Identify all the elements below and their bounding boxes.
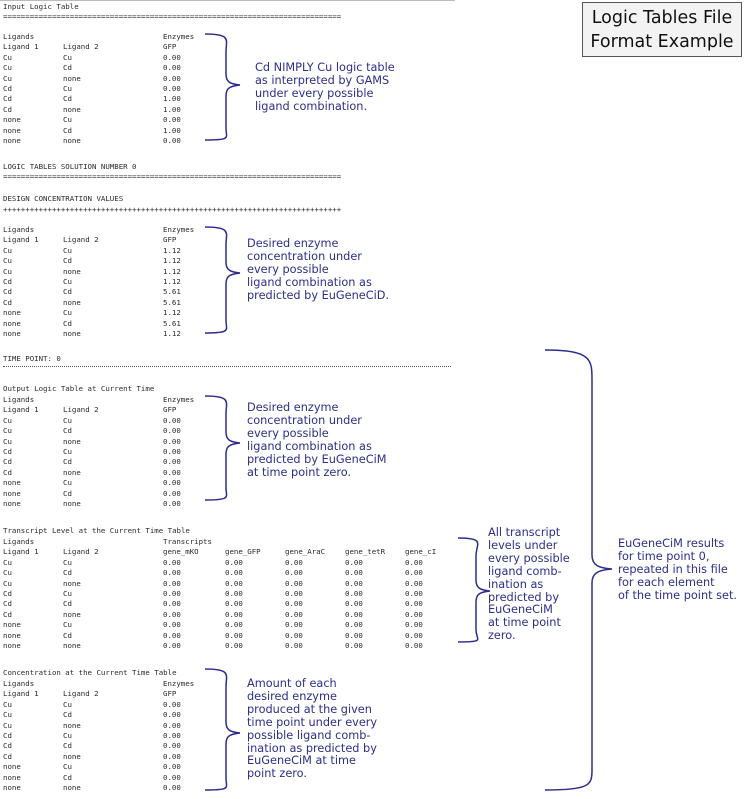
cell-ligand-1: none <box>3 499 21 508</box>
cell-transcript-level: 0.00 <box>225 568 243 578</box>
header-gene: gene_GFP <box>225 547 261 557</box>
cell-gfp: 0.00 <box>163 478 181 488</box>
cell-gfp: 0.00 <box>163 741 181 751</box>
cell-transcript-level: 0.00 <box>345 589 363 598</box>
cell-gfp: 0.00 <box>163 73 181 83</box>
design-rule: ++++++++++++++++++++++++++++++++++++++++++++++++++++++++++++++++++++++++++++ <box>3 205 342 214</box>
cell-ligand-1: Cd <box>3 447 12 456</box>
cell-ligand-2: none <box>63 578 81 588</box>
cell-gfp: 1.12 <box>163 308 181 318</box>
cell-transcript-level: 0.00 <box>163 568 181 578</box>
cell-ligand-1: none <box>3 641 21 650</box>
header-enzymes: Enzymes <box>163 395 195 404</box>
bracket-input <box>205 34 240 140</box>
cell-transcript-level: 0.00 <box>285 599 303 609</box>
annotation-design-table: Desired enzyme concentration under every possible ligand combination as predicted by EuGeneCiD. <box>247 237 390 302</box>
cell-gfp: 1.12 <box>163 277 181 286</box>
cell-gfp: 0.00 <box>163 436 181 446</box>
cell-transcript-level: 0.00 <box>225 557 243 567</box>
cell-ligand-2: Cd <box>63 710 72 720</box>
cell-ligand-2: Cu <box>63 447 72 456</box>
header-gene: gene_cI <box>405 547 437 557</box>
input-table-rule: ============================================================================ <box>3 12 342 21</box>
header-ligand-1: Ligand 1 <box>3 235 39 245</box>
cell-gfp: 1.12 <box>163 266 181 276</box>
cell-transcript-level: 0.00 <box>163 641 181 650</box>
cell-ligand-2: none <box>63 329 81 338</box>
header-ligand-2: Ligand 2 <box>63 405 99 415</box>
design-header: DESIGN CONCENTRATION VALUES <box>3 194 124 203</box>
cell-gfp: 5.61 <box>163 287 181 297</box>
cell-transcript-level: 0.00 <box>285 609 303 619</box>
cell-gfp: 0.00 <box>163 751 181 761</box>
cell-ligand-1: Cu <box>3 699 12 709</box>
cell-ligand-2: Cu <box>63 589 72 598</box>
cell-transcript-level: 0.00 <box>345 609 363 619</box>
header-enzymes: Enzymes <box>163 32 195 41</box>
bracket-transcript <box>458 538 490 642</box>
header-gene: gene_tetR <box>345 547 386 557</box>
cell-ligand-2: Cd <box>63 741 72 751</box>
bracket-results <box>545 350 612 790</box>
annotation-concentration-table: Amount of each desired enzyme produced at the given time point under every possible ligand comb- ination as predicted by EuGeneCiM at time point zero. <box>247 677 378 781</box>
cell-transcript-level: 0.00 <box>285 557 303 567</box>
cell-transcript-level: 0.00 <box>405 599 423 609</box>
cell-ligand-1: none <box>3 318 21 328</box>
header-ligand-1: Ligand 1 <box>3 42 39 52</box>
time-point-header: TIME POINT: 0 <box>3 354 61 363</box>
cell-ligand-2: none <box>63 73 81 83</box>
annotation-transcript-table: All transcript levels under every possible ligand comb- ination as predicted by EuGeneCiM at time point zero. <box>488 526 570 643</box>
cell-ligand-2: none <box>63 783 81 792</box>
cell-ligand-2: none <box>63 467 81 477</box>
header-gfp: GFP <box>163 405 177 415</box>
cell-ligand-2: Cd <box>63 568 72 578</box>
cell-ligand-1: Cu <box>3 436 12 446</box>
cell-ligand-2: none <box>63 297 81 307</box>
cell-gfp: 0.00 <box>163 84 181 93</box>
cell-transcript-level: 0.00 <box>163 589 181 598</box>
cell-ligand-2: Cd <box>63 318 72 328</box>
cell-gfp: 0.00 <box>163 63 181 73</box>
cell-ligand-2: none <box>63 609 81 619</box>
header-ligands: Ligands <box>3 225 35 234</box>
solution-header: LOGIC TABLES SOLUTION NUMBER 0 <box>3 162 137 171</box>
cell-ligand-2: Cu <box>63 245 72 255</box>
cell-ligand-2: none <box>63 436 81 446</box>
title-line-1: Logic Tables File <box>591 8 733 28</box>
bracket-output <box>205 396 240 500</box>
cell-transcript-level: 0.00 <box>225 578 243 588</box>
cell-ligand-1: Cu <box>3 710 12 720</box>
cell-transcript-level: 0.00 <box>405 589 423 598</box>
cell-transcript-level: 0.00 <box>225 599 243 609</box>
cell-gfp: 0.00 <box>163 415 181 425</box>
cell-ligand-1: none <box>3 783 21 792</box>
cell-ligand-1: Cd <box>3 297 12 307</box>
cell-gfp: 0.00 <box>163 136 181 145</box>
output-table-title: Output Logic Table at Current Time <box>3 384 155 393</box>
cell-transcript-level: 0.00 <box>225 609 243 619</box>
cell-ligand-2: Cd <box>63 488 72 498</box>
cell-ligand-2: Cd <box>63 599 72 609</box>
cell-gfp: 5.61 <box>163 318 181 328</box>
cell-transcript-level: 0.00 <box>285 589 303 598</box>
header-ligands: Ligands <box>3 537 35 546</box>
annotation-output-table: Desired enzyme concentration under every possible ligand combination as predicted by EuGeneCiM at time point zero. <box>247 401 387 479</box>
cell-ligand-2: none <box>63 641 81 650</box>
cell-ligand-2: none <box>63 499 81 508</box>
cell-ligand-1: Cd <box>3 277 12 286</box>
header-ligand-2: Ligand 2 <box>63 42 99 52</box>
cell-gfp: 1.00 <box>163 94 181 104</box>
bracket-design <box>205 227 240 333</box>
cell-transcript-level: 0.00 <box>285 630 303 640</box>
header-gene: gene_mKO <box>163 547 199 557</box>
cell-gfp: 0.00 <box>163 52 181 62</box>
cell-ligand-1: Cd <box>3 457 12 467</box>
cell-ligand-1: none <box>3 115 21 125</box>
cell-ligand-1: Cd <box>3 94 12 104</box>
cell-gfp: 1.12 <box>163 329 181 338</box>
cell-ligand-1: none <box>3 478 21 488</box>
cell-ligand-2: Cd <box>63 630 72 640</box>
cell-ligand-1: Cu <box>3 245 12 255</box>
cell-transcript-level: 0.00 <box>285 641 303 650</box>
cell-ligand-1: none <box>3 630 21 640</box>
cell-transcript-level: 0.00 <box>405 630 423 640</box>
header-ligand-2: Ligand 2 <box>63 235 99 245</box>
cell-gfp: 0.00 <box>163 499 181 508</box>
cell-ligand-1: Cd <box>3 589 12 598</box>
cell-ligand-2: Cu <box>63 557 72 567</box>
cell-transcript-level: 0.00 <box>405 609 423 619</box>
cell-ligand-2: Cd <box>63 63 72 73</box>
cell-transcript-level: 0.00 <box>285 568 303 578</box>
cell-ligand-2: none <box>63 751 81 761</box>
cell-ligand-1: Cu <box>3 256 12 266</box>
cell-transcript-level: 0.00 <box>225 641 243 650</box>
header-ligands: Ligands <box>3 395 35 404</box>
cell-ligand-1: Cu <box>3 557 12 567</box>
cell-gfp: 0.00 <box>163 699 181 709</box>
cell-ligand-2: Cd <box>63 94 72 104</box>
cell-transcript-level: 0.00 <box>225 620 243 630</box>
header-enzymes: Enzymes <box>163 225 195 234</box>
cell-ligand-1: none <box>3 308 21 318</box>
cell-transcript-level: 0.00 <box>345 557 363 567</box>
cell-ligand-1: none <box>3 772 21 782</box>
cell-ligand-2: none <box>63 104 81 114</box>
cell-gfp: 5.61 <box>163 297 181 307</box>
cell-transcript-level: 0.00 <box>163 599 181 609</box>
cell-ligand-1: Cd <box>3 467 12 477</box>
title-line-2: Format Example <box>590 32 734 52</box>
cell-ligand-1: Cu <box>3 720 12 730</box>
cell-gfp: 0.00 <box>163 772 181 782</box>
cell-transcript-level: 0.00 <box>285 578 303 588</box>
cell-transcript-level: 0.00 <box>405 641 423 650</box>
cell-ligand-1: Cd <box>3 287 12 297</box>
cell-ligand-1: Cd <box>3 731 12 740</box>
cell-transcript-level: 0.00 <box>345 641 363 650</box>
cell-ligand-2: Cu <box>63 52 72 62</box>
cell-gfp: 1.00 <box>163 125 181 135</box>
cell-ligand-2: Cu <box>63 478 72 488</box>
cell-ligand-2: Cu <box>63 84 72 93</box>
cell-gfp: 1.00 <box>163 104 181 114</box>
annotation-results: EuGeneCiM results for time point 0, repeated in this file for each element of the time point set. <box>618 537 737 602</box>
cell-gfp: 0.00 <box>163 447 181 456</box>
cell-ligand-2: Cu <box>63 762 72 772</box>
cell-gfp: 0.00 <box>163 426 181 436</box>
cell-ligand-2: Cu <box>63 308 72 318</box>
cell-transcript-level: 0.00 <box>163 578 181 588</box>
cell-ligand-1: Cd <box>3 84 12 93</box>
cell-ligand-1: Cu <box>3 266 12 276</box>
cell-ligand-1: none <box>3 488 21 498</box>
cell-gfp: 0.00 <box>163 488 181 498</box>
annotation-input-table: Cd NIMPLY Cu logic table as interpreted by GAMS under every possible ligand combination. <box>255 61 395 113</box>
header-gene: gene_AraC <box>285 547 326 557</box>
cell-ligand-2: Cd <box>63 457 72 467</box>
cell-transcript-level: 0.00 <box>345 599 363 609</box>
cell-ligand-2: Cu <box>63 699 72 709</box>
cell-transcript-level: 0.00 <box>405 557 423 567</box>
cell-transcript-level: 0.00 <box>405 568 423 578</box>
concentration-table-title: Concentration at the Current Time Table <box>3 668 177 677</box>
cell-ligand-2: none <box>63 266 81 276</box>
cell-ligand-2: none <box>63 136 81 145</box>
cell-ligand-1: Cd <box>3 104 12 114</box>
cell-transcript-level: 0.00 <box>345 568 363 578</box>
header-ligand-1: Ligand 1 <box>3 547 39 557</box>
cell-gfp: 0.00 <box>163 457 181 467</box>
cell-transcript-level: 0.00 <box>345 578 363 588</box>
cell-transcript-level: 0.00 <box>225 630 243 640</box>
input-table-title: Input Logic Table <box>3 2 79 11</box>
cell-ligand-2: Cu <box>63 115 72 125</box>
cell-ligand-1: none <box>3 620 21 630</box>
cell-ligand-2: Cd <box>63 256 72 266</box>
cell-ligand-1: Cu <box>3 568 12 578</box>
cell-ligand-2: Cu <box>63 277 72 286</box>
cell-ligand-2: none <box>63 720 81 730</box>
header-transcripts: Transcripts <box>163 537 212 546</box>
cell-gfp: 0.00 <box>163 783 181 792</box>
cell-ligand-1: Cd <box>3 741 12 751</box>
cell-ligand-2: Cd <box>63 772 72 782</box>
cell-ligand-1: Cu <box>3 415 12 425</box>
cell-ligand-1: Cd <box>3 609 12 619</box>
cell-transcript-level: 0.00 <box>163 630 181 640</box>
cell-gfp: 0.00 <box>163 720 181 730</box>
cell-ligand-1: Cu <box>3 63 12 73</box>
cell-ligand-1: Cu <box>3 578 12 588</box>
header-ligand-2: Ligand 2 <box>63 547 99 557</box>
cell-ligand-1: Cu <box>3 426 12 436</box>
cell-transcript-level: 0.00 <box>345 630 363 640</box>
cell-ligand-1: Cu <box>3 52 12 62</box>
header-gfp: GFP <box>163 42 177 52</box>
cell-gfp: 0.00 <box>163 467 181 477</box>
cell-transcript-level: 0.00 <box>285 620 303 630</box>
cell-ligand-1: none <box>3 762 21 772</box>
cell-gfp: 0.00 <box>163 115 181 125</box>
header-ligand-1: Ligand 1 <box>3 405 39 415</box>
cell-transcript-level: 0.00 <box>345 620 363 630</box>
header-gfp: GFP <box>163 235 177 245</box>
cell-ligand-1: Cd <box>3 751 12 761</box>
cell-ligand-2: Cd <box>63 125 72 135</box>
cell-ligand-1: none <box>3 136 21 145</box>
cell-ligand-2: Cu <box>63 415 72 425</box>
cell-transcript-level: 0.00 <box>163 609 181 619</box>
cell-gfp: 0.00 <box>163 710 181 720</box>
cell-gfp: 0.00 <box>163 731 181 740</box>
header-enzymes: Enzymes <box>163 679 195 688</box>
cell-gfp: 0.00 <box>163 762 181 772</box>
cell-gfp: 1.12 <box>163 245 181 255</box>
cell-ligand-1: none <box>3 329 21 338</box>
cell-ligand-2: Cd <box>63 426 72 436</box>
cell-transcript-level: 0.00 <box>405 578 423 588</box>
cell-transcript-level: 0.00 <box>405 620 423 630</box>
cell-ligand-2: Cu <box>63 620 72 630</box>
cell-ligand-1: none <box>3 125 21 135</box>
cell-transcript-level: 0.00 <box>225 589 243 598</box>
header-ligands: Ligands <box>3 32 35 41</box>
header-ligand-2: Ligand 2 <box>63 689 99 699</box>
cell-transcript-level: 0.00 <box>163 557 181 567</box>
header-gfp: GFP <box>163 689 177 699</box>
cell-ligand-2: Cu <box>63 731 72 740</box>
header-ligands: Ligands <box>3 679 35 688</box>
bracket-concentration <box>205 669 240 790</box>
cell-ligand-1: Cu <box>3 73 12 83</box>
cell-transcript-level: 0.00 <box>163 620 181 630</box>
solution-rule: ============================================================================ <box>3 172 342 181</box>
cell-ligand-1: Cd <box>3 599 12 609</box>
cell-ligand-2: Cd <box>63 287 72 297</box>
cell-gfp: 1.12 <box>163 256 181 266</box>
transcript-table-title: Transcript Level at the Current Time Table <box>3 526 190 535</box>
header-ligand-1: Ligand 1 <box>3 689 39 699</box>
